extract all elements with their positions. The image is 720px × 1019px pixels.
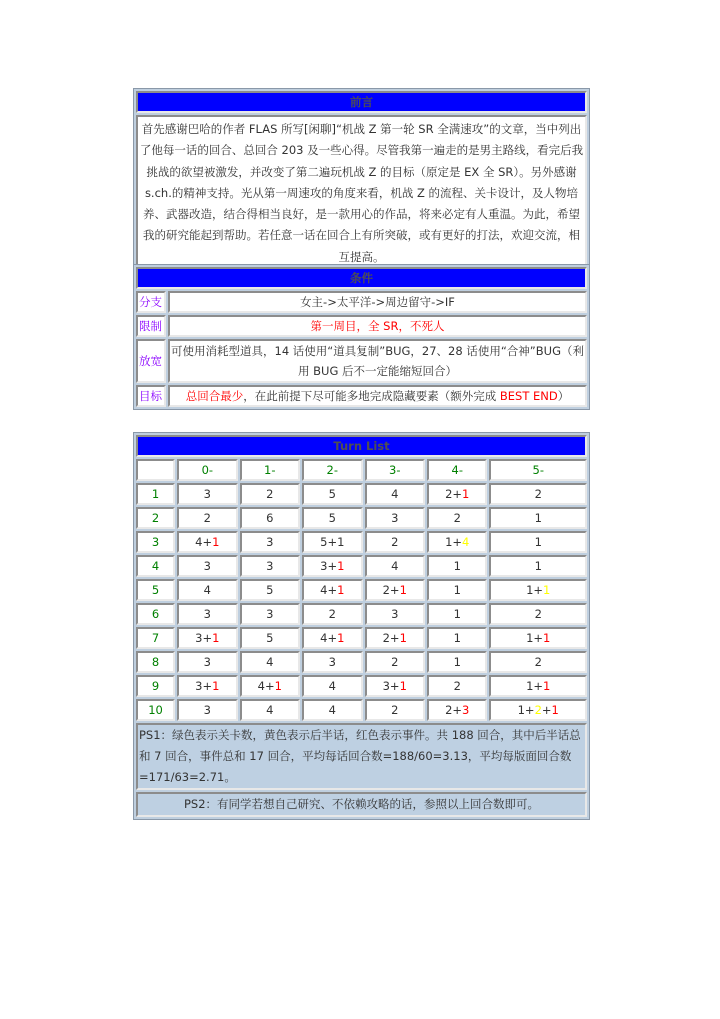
turn-cell [489,507,587,529]
turn-cell [489,483,587,505]
turn-cell [365,651,425,673]
turn-value-plain: 3 [266,607,274,621]
turn-cell [302,627,362,649]
turn-value-plain: 1+ [517,703,535,717]
turn-cell [427,483,487,505]
turn-value-plain: 2 [266,487,274,501]
table-row [136,651,587,673]
turn-cell [427,603,487,625]
turn-cell [365,579,425,601]
turn-cell [365,699,425,721]
turn-value-plain: 4 [266,703,274,717]
row-label: 8 [136,651,175,673]
turn-value-red: 3 [462,703,470,717]
turn-cell [302,555,362,577]
turn-value-plain: 1+ [526,631,544,645]
turn-cell [489,627,587,649]
turn-cell [177,651,237,673]
turn-value-plain: 5 [266,583,274,597]
turn-cell [302,531,362,553]
turn-value-plain: 2 [203,511,211,525]
turn-cell [427,699,487,721]
condition-row-limit [136,315,587,337]
turn-value-red: 1 [337,631,345,645]
condition-label: 目标 [136,385,166,407]
turn-cell [427,531,487,553]
turn-value-red: 1 [337,583,345,597]
row-label: 5 [136,579,175,601]
turn-value-red: 1 [543,679,551,693]
turn-cell [365,603,425,625]
turn-value-plain: 2+ [445,487,463,501]
condition-label: 放宽 [136,339,166,383]
condition-value: 可使用消耗型道具，14 话使用“道具复制”BUG，27、28 话使用“合神”BUG（利用 BUG 后不一定能缩短回合） [168,339,587,383]
turn-value-red: 1 [543,631,551,645]
turn-value-plain: 2 [453,511,461,525]
turn-value-plain: 3 [203,487,211,501]
turn-cell [240,651,300,673]
turn-value-plain: 3+ [195,679,213,693]
turn-value-plain: 3 [203,655,211,669]
turn-value-yellow: 2 [534,703,542,717]
turn-value-plain: 1 [453,583,461,597]
turn-cell [365,675,425,697]
turn-list-header-row [136,459,587,481]
turn-value-plain: 4+ [195,535,213,549]
turn-value-plain: 1 [453,607,461,621]
turn-value-red: 1 [212,679,220,693]
table-row [136,531,587,553]
turn-value-yellow: 4 [462,535,470,549]
turn-cell [427,555,487,577]
turn-cell [240,483,300,505]
table-row [136,555,587,577]
turn-cell [240,507,300,529]
ps1-note: PS1：绿色表示关卡数，黄色表示后半话，红色表示事件。共 188 回合，其中后半话总和 7 回合，事件总和 17 回合，平均每话回合数=188/60=3.13，平均每版面回合数=171/63=2.71。 [136,723,587,790]
turn-value-plain: 3+ [320,559,338,573]
turn-value-plain: 1+ [526,679,544,693]
turn-cell [427,651,487,673]
turn-cell [302,675,362,697]
turn-cell [177,675,237,697]
turn-cell [365,531,425,553]
goal-red: 总回合最少 [185,389,244,403]
turn-value-plain: 6 [266,511,274,525]
turn-value-plain: 3 [203,607,211,621]
turn-value-plain: 4 [328,679,336,693]
turn-value-plain: 1 [453,559,461,573]
column-header: 5- [489,459,587,481]
turn-cell [240,579,300,601]
condition-value [168,385,587,407]
condition-label: 分支 [136,291,166,313]
turn-cell [427,627,487,649]
turn-value-plain: 2 [328,607,336,621]
turn-value-plain: 3+ [382,679,400,693]
turn-cell [489,555,587,577]
turn-value-plain: 4 [328,703,336,717]
conditions-title: 条件 [136,267,587,289]
turn-value-red: 1 [337,559,345,573]
turn-value-plain: 3 [391,607,399,621]
table-row [136,603,587,625]
turn-cell [365,555,425,577]
row-label: 1 [136,483,175,505]
turn-list-table [133,432,590,820]
turn-value-plain: 1 [534,559,542,573]
turn-value-plain: 2+ [445,703,463,717]
turn-cell [427,507,487,529]
conditions-table [133,264,590,410]
turn-value-plain: 3 [328,655,336,669]
column-header: 2- [302,459,362,481]
turn-value-red: 1 [212,535,220,549]
turn-cell [302,507,362,529]
turn-value-plain: 1+ [445,535,463,549]
table-row [136,699,587,721]
turn-cell [365,483,425,505]
condition-row-relax [136,339,587,383]
turn-value-red: 1 [212,631,220,645]
turn-cell [240,627,300,649]
turn-value-plain: 2 [453,679,461,693]
turn-value-red: 1 [399,583,407,597]
condition-value: 第一周目，全 SR，不死人 [168,315,587,337]
turn-value-yellow: 1 [543,583,551,597]
row-label: 6 [136,603,175,625]
turn-value-red: 1 [399,631,407,645]
turn-value-plain: 4+ [320,631,338,645]
turn-cell [489,531,587,553]
condition-row-branch [136,291,587,313]
turn-value-plain: 2 [534,655,542,669]
row-label: 3 [136,531,175,553]
turn-value-red: 1 [551,703,559,717]
turn-cell [302,603,362,625]
turn-list-title: Turn List [136,435,587,457]
turn-value-plain: 3+ [195,631,213,645]
turn-cell [302,651,362,673]
turn-cell [240,675,300,697]
turn-value-plain: 4+ [257,679,275,693]
goal-end: ） [557,389,570,403]
turn-value-plain: 3 [266,559,274,573]
turn-value-plain: + [541,703,552,717]
turn-cell [177,555,237,577]
turn-cell [489,651,587,673]
turn-value-plain: 2+ [382,583,400,597]
goal-mid: ，在此前提下尽可能多地完成隐藏要素（额外完成 [243,389,500,403]
turn-cell [365,627,425,649]
turn-value-plain: 2 [534,607,542,621]
turn-cell [177,507,237,529]
turn-value-plain: 4 [391,487,399,501]
turn-cell [302,579,362,601]
column-header [136,459,175,481]
ps2-note: PS2：有同学若想自己研究、不依赖攻略的话，参照以上回合数即可。 [136,792,587,817]
turn-value-plain: 3 [203,703,211,717]
turn-cell [489,603,587,625]
turn-cell [240,555,300,577]
condition-value: 女主->太平洋->周边留守->IF [168,291,587,313]
turn-value-plain: 2 [391,535,399,549]
turn-value-plain: 5 [266,631,274,645]
turn-cell [177,603,237,625]
condition-row-goal [136,385,587,407]
turn-cell [177,483,237,505]
column-header: 1- [240,459,300,481]
turn-value-plain: 4 [203,583,211,597]
turn-value-plain: 5 [328,511,336,525]
turn-value-red: 1 [274,679,282,693]
turn-cell [489,579,587,601]
turn-cell [177,531,237,553]
turn-value-plain: 2+ [382,631,400,645]
turn-value-plain: 1+ [526,583,544,597]
turn-value-plain: 5 [328,487,336,501]
row-label: 7 [136,627,175,649]
turn-value-plain: 4+ [320,583,338,597]
table-row [136,579,587,601]
turn-cell [365,507,425,529]
preface-title: 前言 [136,91,587,113]
table-row [136,627,587,649]
row-label: 2 [136,507,175,529]
turn-cell [177,699,237,721]
turn-cell [427,579,487,601]
turn-cell [177,579,237,601]
turn-value-plain: 1 [534,511,542,525]
goal-best-end: BEST END [499,389,558,403]
turn-value-plain: 3 [391,511,399,525]
row-label: 9 [136,675,175,697]
turn-cell [489,699,587,721]
turn-value-plain: 3 [203,559,211,573]
table-row [136,507,587,529]
turn-value-plain: 2 [534,487,542,501]
preface-body: 首先感谢巴哈的作者 FLAS 所写[闲聊]“机战 Z 第一轮 SR 全满速攻”的文章，当中列出了他每一话的回合、总回合 203 及一些心得。尽管我第一遍走的是男主路线，看完后我挑战的欲望被激发，并改变了第二遍玩机战 Z 的目标（原定是 EX 全 SR）。另外感谢 s.ch.的精神支持。光从第一周速攻的角度来看，机战 Z 的流程、关卡设计，及人物培养、武器改造，结合得相当良好，是一款用心的作品，将来必定有人重温。为此，希望我的研究能起到帮助。若任意一话在回合上有所突破，或有更好的打法，欢迎交流，相互提高。 [136,115,587,272]
condition-label: 限制 [136,315,166,337]
column-header: 4- [427,459,487,481]
table-row [136,675,587,697]
column-header: 0- [177,459,237,481]
turn-value-plain: 4 [266,655,274,669]
turn-cell [240,699,300,721]
turn-value-red: 1 [462,487,470,501]
row-label: 4 [136,555,175,577]
turn-value-plain: 1 [534,535,542,549]
turn-cell [302,483,362,505]
turn-cell [240,531,300,553]
turn-value-plain: 5+1 [320,535,345,549]
row-label: 10 [136,699,175,721]
turn-value-red: 1 [399,679,407,693]
turn-cell [489,675,587,697]
turn-value-plain: 2 [391,655,399,669]
turn-value-plain: 2 [391,703,399,717]
turn-cell [177,627,237,649]
turn-cell [427,675,487,697]
turn-cell [240,603,300,625]
column-header: 3- [365,459,425,481]
turn-cell [302,699,362,721]
table-row [136,483,587,505]
preface-table [133,88,590,275]
turn-value-plain: 1 [453,631,461,645]
turn-value-plain: 3 [266,535,274,549]
turn-value-plain: 1 [453,655,461,669]
turn-value-plain: 4 [391,559,399,573]
